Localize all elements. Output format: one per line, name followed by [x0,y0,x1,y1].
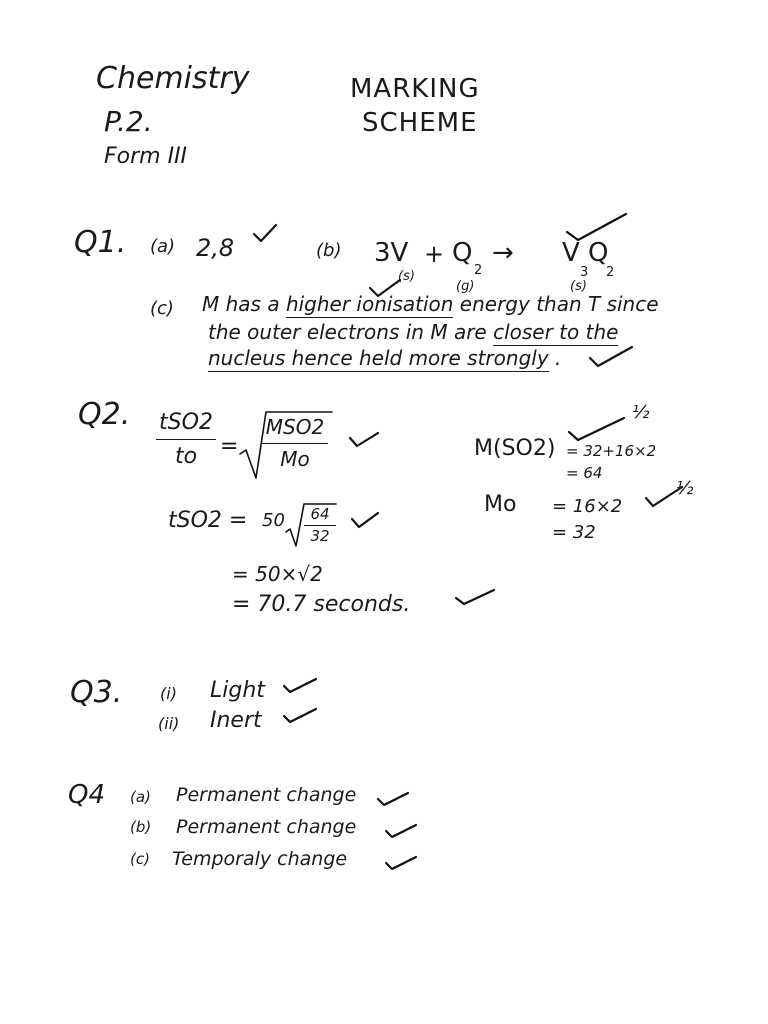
q2-step2: = 50×√2 [232,562,323,586]
q1-a-answer: 2,8 [196,234,235,262]
q2-step1-coef: 50 [262,510,285,531]
check-mark-icon [384,822,418,840]
q2-lhs-den: to [174,444,198,470]
q1-c-line1-underlined: higher ionisation [285,292,454,316]
q2-lhs-num: tSO2 [159,410,213,435]
q1-c-line2-underlined: closer to the [493,320,619,344]
q2-step1-fraction [304,506,336,546]
q1-b-rhs-v: V [562,238,580,268]
q2-side-mo-val1: = 16×2 [552,496,623,517]
q4-c-answer: Temporaly change [172,848,348,870]
q2-rhs-num: MSO2 [265,415,325,439]
q3-label: Q3. [70,675,123,710]
q3-i-label: (i) [160,684,177,703]
fraction-bar [304,525,336,526]
check-mark-icon [566,414,626,442]
q2-step1-lhs: tSO2 = [168,508,248,533]
check-mark-icon [564,210,630,242]
check-mark-icon [350,510,380,530]
q4-a-label: (a) [130,788,151,806]
q1-b-lhs-state: (s) [398,269,415,284]
q1-c-label: (c) [150,298,174,319]
check-mark-icon [348,430,380,450]
check-mark-icon [368,278,402,300]
q1-c-line2-a: the outer electrons in M are [208,320,494,344]
q1-b-arrow: → [492,238,514,268]
q1-b-q: Q [452,238,473,268]
check-mark-icon [376,790,410,808]
q1-c-line1-b: energy than T since [453,292,659,316]
q1-b-plus: + [424,240,445,268]
q1-b-lhs: 3V [374,238,409,268]
q1-label: Q1. [74,225,127,260]
q2-step3: = 70.7 seconds. [232,592,411,617]
q2-side-half-mid: ½ [676,478,694,499]
q2-rhs-fraction [262,416,328,471]
q1-b-rhs-state: (s) [570,279,587,294]
check-mark-icon [252,222,278,244]
q1-b-rhs-v-sub: 3 [580,265,589,280]
q1-b-rhs-q: Q [588,238,609,268]
q4-label: Q4 [68,780,106,810]
check-mark-icon [384,854,418,872]
check-mark-icon [282,706,318,726]
q4-a-answer: Permanent change [176,784,357,806]
q3-ii-answer: Inert [210,708,262,733]
q1-c-line3-end: . [548,346,562,370]
q2-step1-den: 32 [310,527,330,546]
q4-c-label: (c) [130,850,150,868]
q2-rhs-den: Mo [280,447,310,471]
q1-c-line2 [208,322,618,342]
q4-b-answer: Permanent change [176,816,357,838]
q2-label: Q2. [78,397,131,432]
q1-b-rhs-q-sub: 2 [606,265,615,280]
q2-side-m-val1: = 32+16×2 [566,442,657,460]
q2-eq: = [220,434,239,459]
check-mark-icon [588,344,634,368]
paper-label: P.2. [104,105,153,138]
q2-step1-num: 64 [310,505,330,523]
q2-side-m-val2: = 64 [566,464,603,482]
check-mark-icon [454,586,496,608]
q1-b-q-sub: 2 [474,263,483,278]
subject-label: Chemistry [96,61,250,96]
q1-c-line1-a: M has a [202,292,286,316]
q1-b-label: (b) [316,240,342,261]
q3-ii-label: (ii) [158,714,180,733]
fraction-bar [262,443,328,444]
q1-a-label: (a) [150,236,176,257]
q3-i-answer: Light [210,678,265,703]
q1-c-line3 [208,348,561,368]
q2-side-mo-label: Mo [484,492,517,517]
q4-b-label: (b) [130,818,152,836]
q2-side-mo-val2: = 32 [552,522,596,543]
q2-side-m-label: M(SO2) [474,436,556,461]
q1-b-q-state: (g) [456,279,475,294]
title-scheme: SCHEME [362,108,478,138]
form-label: Form III [104,144,188,169]
title-marking: MARKING [350,74,480,104]
fraction-bar [156,439,216,440]
q1-c-line1 [202,294,659,314]
q2-side-half-top: ½ [632,402,650,423]
check-mark-icon [282,676,318,696]
q1-c-line3-underlined: nucleus hence held more strongly [208,346,549,370]
q2-lhs-fraction [156,410,216,470]
